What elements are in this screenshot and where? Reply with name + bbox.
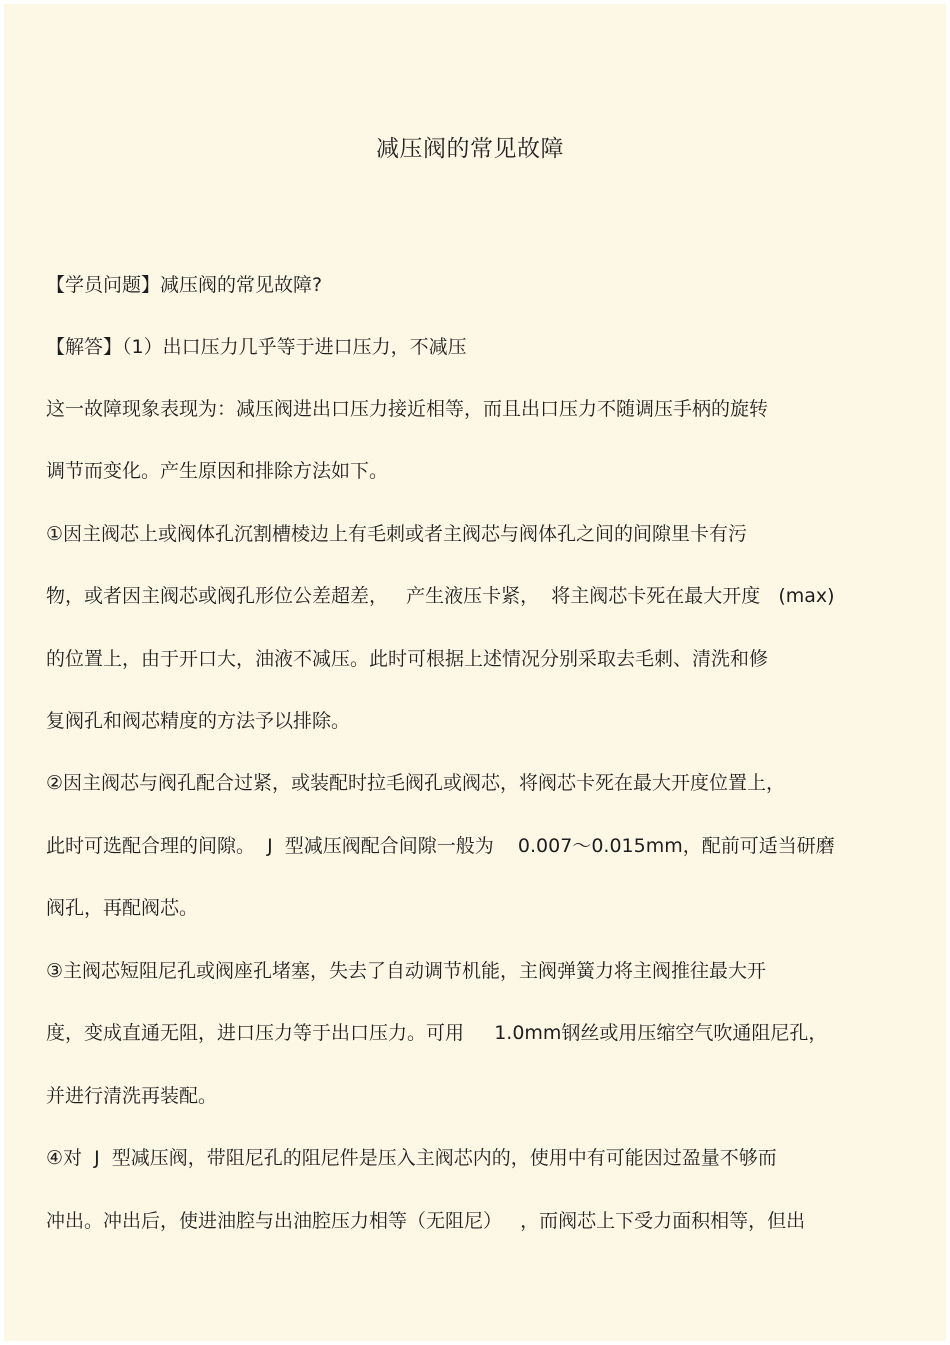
- text-line: ①因主阀芯上或阀体孔沉割槽棱边上有毛刺或者主阀芯与阀体孔之间的间隙里卡有污: [46, 523, 748, 545]
- text-line: 此时可选配合理的间隙。 J 型减压阀配合间隙一般为 0.007～0.015mm，配前可适当研磨: [46, 835, 835, 857]
- text-line: ③主阀芯短阻尼孔或阀座孔堵塞，失去了自动调节机能，主阀弹簧力将主阀推往最大开: [46, 960, 767, 982]
- text-line: 冲出。冲出后，使进油腔与出油腔压力相等（无阻尼） ，而阀芯上下受力面积相等，但出: [46, 1210, 806, 1232]
- page-title: 减压阀的常见故障: [376, 136, 564, 162]
- text-line: 的位置上，由于开口大，油液不减压。此时可根据上述情况分别采取去毛刺、清洗和修: [46, 648, 769, 670]
- text-line: 这一故障现象表现为：减压阀进出口压力接近相等，而且出口压力不随调压手柄的旋转: [46, 398, 769, 420]
- text-line: 调节而变化。产生原因和排除方法如下。: [46, 460, 389, 482]
- text-line: 复阀孔和阀芯精度的方法予以排除。: [46, 710, 351, 732]
- text-line: 物，或者因主阀芯或阀孔形位公差超差， 产生液压卡紧， 将主阀芯卡死在最大开度 (max): [46, 585, 835, 607]
- text-line: ②因主阀芯与阀孔配合过紧，或装配时拉毛阀孔或阀芯，将阀芯卡死在最大开度位置上，: [46, 772, 786, 794]
- text-line: 阀孔，再配阀芯。: [46, 897, 199, 919]
- text-line: 【解答】（1）出口压力几乎等于进口压力，不减压: [46, 336, 467, 358]
- document-page: [4, 4, 946, 1341]
- text-line: ④对 J 型减压阀，带阻尼孔的阻尼件是压入主阀芯内的，使用中有可能因过盈量不够而: [46, 1147, 777, 1169]
- text-line: 并进行清洗再装配。: [46, 1085, 218, 1107]
- text-line: 度，变成直通无阻，进口压力等于出口压力。可用 1.0mm钢丝或用压缩空气吹通阻尼孔，: [46, 1022, 828, 1044]
- text-line: 【学员问题】减压阀的常见故障?: [46, 274, 323, 296]
